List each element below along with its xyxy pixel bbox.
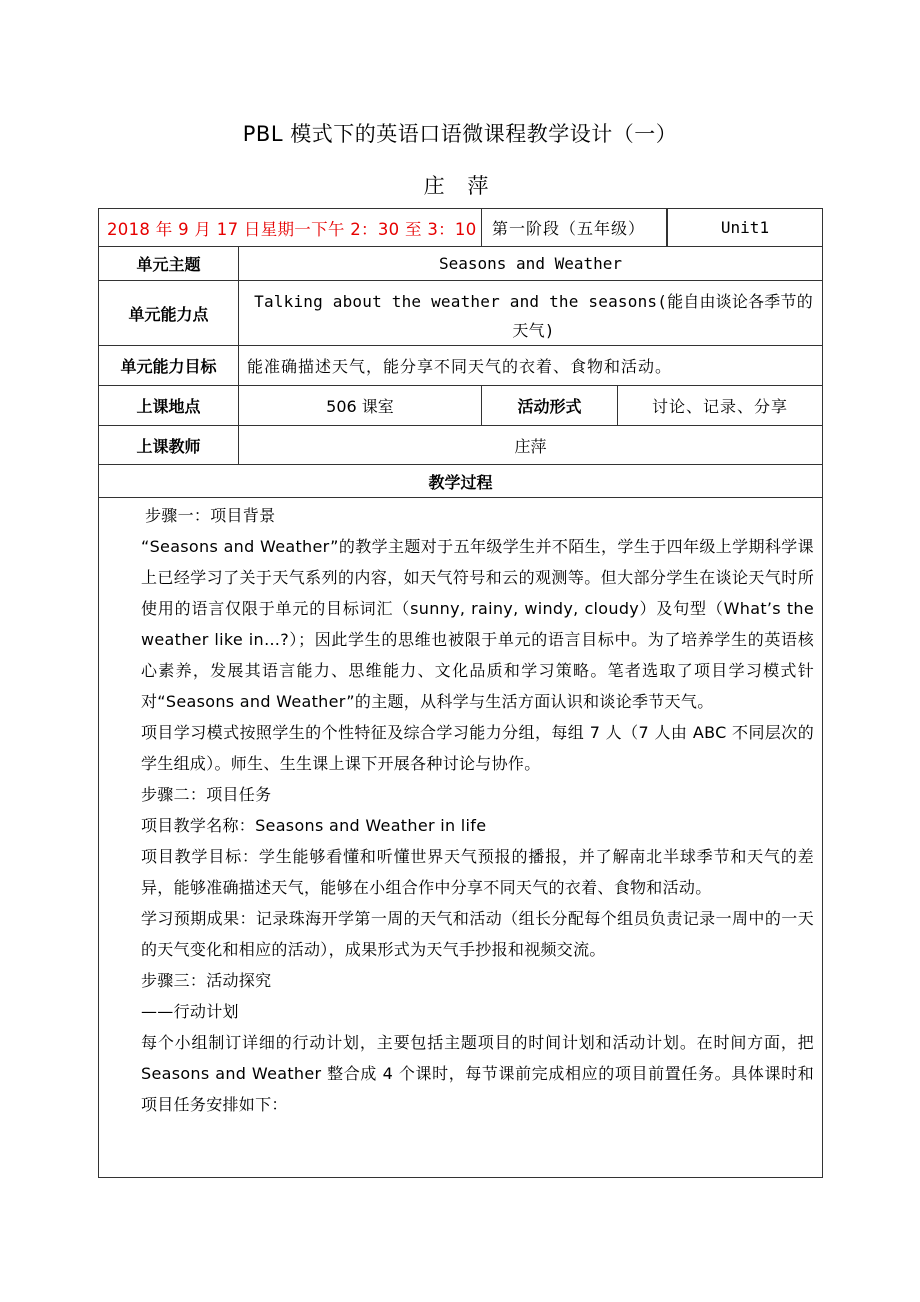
ability-point-text: Talking about the weather and the seasons(能自由谈论各季节的天气) xyxy=(254,292,813,340)
schedule-row xyxy=(99,209,823,247)
ability-goal-label: 单元能力目标 xyxy=(99,346,239,386)
ability-point-row xyxy=(99,281,823,346)
stage-right-divider xyxy=(666,208,667,247)
process-content-row xyxy=(99,498,823,1178)
step3-paragraph: 每个小组制订详细的行动计划，主要包括主题项目的时间计划和活动计划。在时间方面，把 Seasons and Weather 整合成 4 个课时，每节课前完成相应的项目前置任务。具体课时和项目任务安排如下： xyxy=(141,1033,814,1114)
step2-project-name: 项目教学名称：Seasons and Weather in life xyxy=(141,816,487,835)
teacher-row xyxy=(99,426,823,465)
activity-form-label: 活动形式 xyxy=(482,386,618,426)
step2-project-goal: 项目教学目标：学生能够看懂和听懂世界天气预报的播报，并了解南北半球季节和天气的差异，能够准确描述天气，能够在小组合作中分享不同天气的衣着、食物和活动。 xyxy=(141,847,814,897)
process-header-row xyxy=(99,465,823,498)
lesson-plan-table xyxy=(98,208,823,1178)
stage-label: 第一阶段（五年级） xyxy=(482,209,666,246)
step3-title: 步骤三：活动探究 xyxy=(141,971,272,990)
location-label: 上课地点 xyxy=(99,386,239,426)
step1-paragraph-1: “Seasons and Weather”的教学主题对于五年级学生并不陌生，学生于四年级上学期科学课上已经学习了关于天气系列的内容，如天气符号和云的观测等。但大部分学生在谈论天气时所使用的语言仅限于单元的目标词汇（sunny, rainy, windy, cloudy）及句型（What’s the weather like in…?）；因此学生的思维也被限于单元的语言目标中。为了培养学生的英语核心素养，发展其语言能力、思维能力、文化品质和学习策略。笔者选取了项目学习模式针对“Seasons and Weather”的主题，从科学与生活方面认识和谈论季节天气。 xyxy=(141,537,814,711)
unit-theme-row xyxy=(99,247,823,281)
activity-form-value: 讨论、记录、分享 xyxy=(618,386,823,426)
teacher-value: 庄萍 xyxy=(239,426,823,465)
stage-left-divider xyxy=(481,208,482,247)
step2-title: 步骤二：项目任务 xyxy=(141,785,272,804)
unit-cell: Unit1 xyxy=(668,209,823,247)
document-title: PBL 模式下的英语口语微课程教学设计（一） xyxy=(242,122,678,146)
ability-goal-row xyxy=(99,346,823,386)
document-author: 庄 萍 xyxy=(423,174,497,198)
step1-paragraph-2: 项目学习模式按照学生的个性特征及综合学习能力分组，每组 7 人（7 人由 ABC 不同层次的学生组成）。师生、生生课上课下开展各种讨论与协作。 xyxy=(141,723,814,773)
process-content xyxy=(99,498,823,1178)
unit-theme-value: Seasons and Weather xyxy=(239,247,823,281)
step3-subtitle: ——行动计划 xyxy=(141,1002,239,1021)
ability-point-value xyxy=(239,281,823,346)
step1-title: 步骤一：项目背景 xyxy=(145,506,276,525)
teacher-label: 上课教师 xyxy=(99,426,239,465)
step2-expected-outcome: 学习预期成果：记录珠海开学第一周的天气和活动（组长分配每个组员负责记录一周中的一天的天气变化和相应的活动），成果形式为天气手抄报和视频交流。 xyxy=(141,909,814,959)
unit-theme-label: 单元主题 xyxy=(99,247,239,281)
process-header: 教学过程 xyxy=(99,465,823,498)
ability-point-label: 单元能力点 xyxy=(99,281,239,346)
ability-goal-value: 能准确描述天气，能分享不同天气的衣着、食物和活动。 xyxy=(239,346,823,386)
schedule-cell: 2018 年 9 月 17 日星期一下午 2：30 至 3：10 xyxy=(99,209,618,247)
location-value: 506 课室 xyxy=(239,386,482,426)
location-row xyxy=(99,386,823,426)
